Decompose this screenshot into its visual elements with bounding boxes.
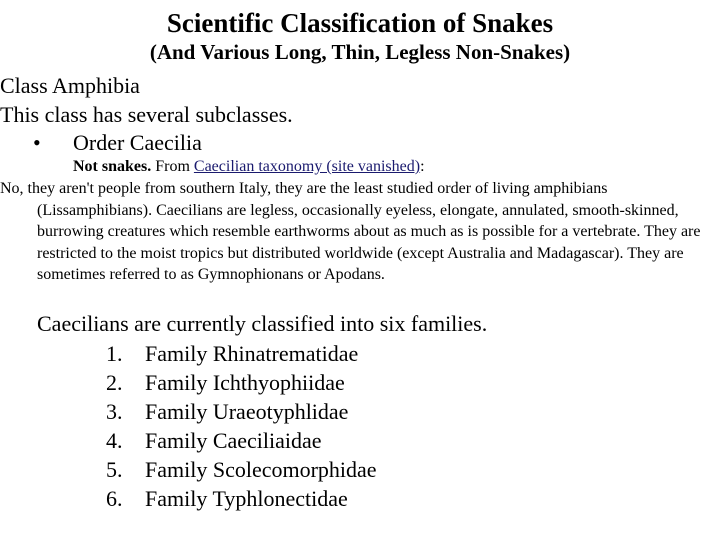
list-number: 3. [106,399,123,424]
family-name: Family Uraeotyphlidae [145,399,349,424]
order-label: Order Caecilia [73,130,202,155]
list-number: 4. [106,428,123,453]
family-name: Family Rhinatrematidae [145,341,359,366]
class-note: This class has several subclasses. [0,102,293,127]
page-title: Scientific Classification of Snakes [166,8,554,38]
family-name: Family Caeciliaidae [145,428,322,453]
page-subtitle: (And Various Long, Thin, Legless Non-Snakes) [149,40,571,64]
list-number: 2. [106,370,123,395]
class-heading: Class Amphibia [0,73,140,98]
source-from-text: From [151,158,194,175]
source-line [73,157,425,177]
caecilian-taxonomy-link[interactable]: Caecilian taxonomy (site vanished) [193,158,421,175]
source-colon: : [420,158,425,175]
family-name: Family Ichthyophiidae [145,370,345,395]
families-intro: Caecilians are currently classified into six families. [37,311,488,336]
list-number: 5. [106,457,123,482]
family-name: Family Scolecomorphidae [145,457,377,482]
quote-paragraph: No, they aren't people from southern Italy, they are the least studied order of living amphibians (Lissamphibians). Caecilians are legless, occasionally eyeless, elongate, annulated, smooth-skinned, burrowing creatures which resemble earthworms about as much as is possible for a vertebrate. They are restricted to the moist tropics but distributed worldwide (except Australia and Madagascar). They are sometimes referred to as Gymnophionans or Apodans. [0,180,701,283]
family-name: Family Typhlonectidae [145,486,348,511]
list-number: 1. [106,341,123,366]
bullet-icon: • [33,130,41,155]
source-lead: Not snakes. [73,158,152,175]
list-number: 6. [106,486,123,511]
